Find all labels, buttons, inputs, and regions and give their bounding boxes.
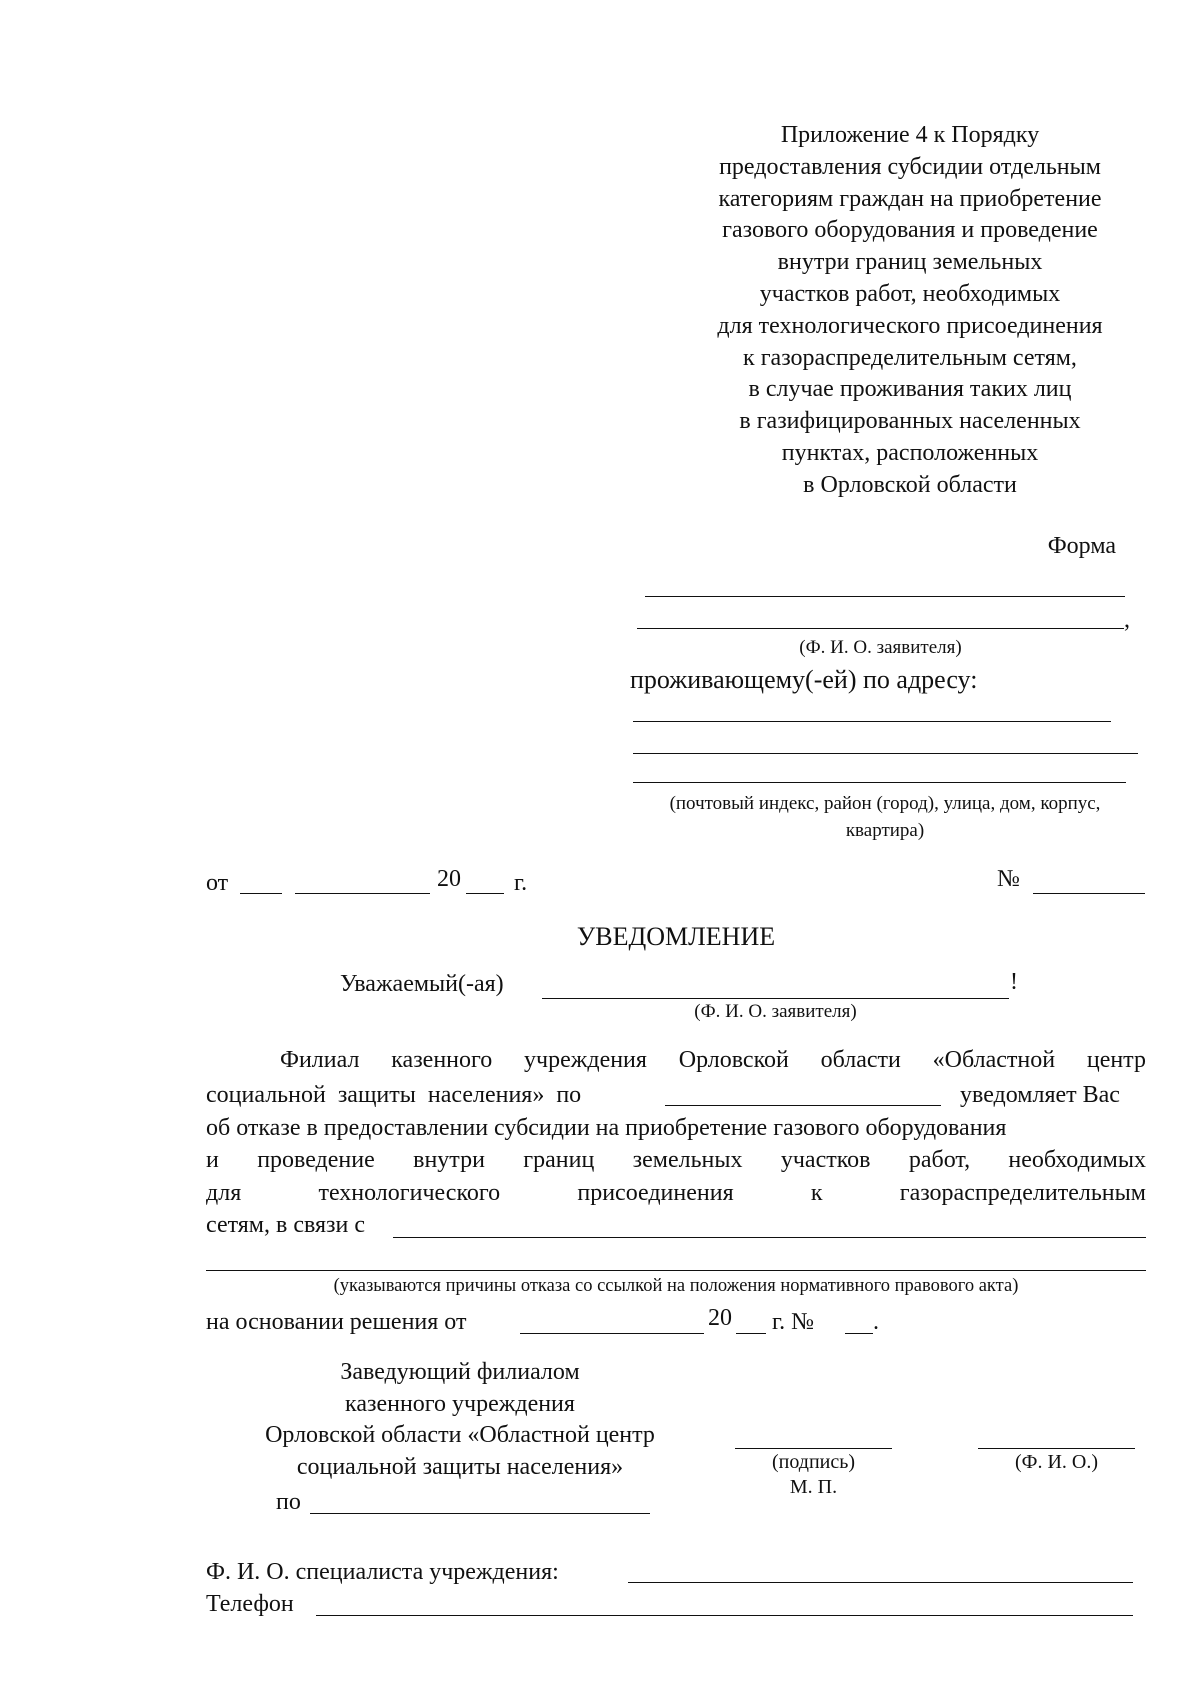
- specialist-label: Ф. И. О. специалиста учреждения:: [206, 1559, 559, 1585]
- word: технологического: [318, 1180, 501, 1206]
- body-line-6-start: сетям, в связи с: [206, 1212, 366, 1238]
- phone-field[interactable]: [316, 1615, 1133, 1616]
- body-line-5: [206, 1178, 1146, 1209]
- year-suffix: г.: [514, 870, 528, 896]
- reason-field-1[interactable]: [393, 1237, 1146, 1238]
- greeting-name-field[interactable]: [542, 998, 1009, 999]
- word: учреждения: [524, 1047, 647, 1073]
- word: и: [206, 1147, 219, 1173]
- basis-start: на основании решения от: [206, 1309, 467, 1335]
- decision-year-field[interactable]: [736, 1333, 766, 1334]
- word: для: [206, 1180, 242, 1206]
- word: внутри: [413, 1147, 485, 1173]
- word: Филиал: [280, 1047, 360, 1073]
- form-label: Форма: [1047, 533, 1116, 559]
- number-sign: №: [997, 866, 1020, 892]
- comma: ,: [1124, 607, 1130, 633]
- body-line-1: [280, 1045, 1146, 1076]
- word: центр: [1086, 1047, 1146, 1073]
- residing-label: проживающему(-ей) по адресу:: [630, 665, 978, 694]
- signatory-position: Заведующий филиалом казенного учреждения Орловской области «Областной центр социальной защиты населения»: [265, 1359, 655, 1480]
- word: участков: [780, 1147, 871, 1173]
- signatory-fio-caption: (Ф. И. О.): [1014, 1451, 1098, 1473]
- word: присоединения: [577, 1180, 734, 1206]
- greeting-exclamation: !: [1010, 969, 1018, 995]
- word: области: [820, 1047, 901, 1073]
- signatory-branch-field[interactable]: [310, 1513, 650, 1514]
- word: проведение: [257, 1147, 375, 1173]
- basis-mid: г. №: [772, 1309, 815, 1335]
- document-title: УВЕДОМЛЕНИЕ: [576, 922, 776, 951]
- stamp-label: М. П.: [789, 1476, 838, 1498]
- word: газораспределительным: [899, 1180, 1146, 1206]
- reason-field-2[interactable]: [206, 1270, 1146, 1271]
- from-label: от: [206, 870, 229, 896]
- applicant-name-line-2[interactable]: [637, 628, 1124, 629]
- word: земельных: [632, 1147, 743, 1173]
- year-prefix: 20: [437, 866, 461, 892]
- address-caption: (почтовый индекс, район (город), улица, дом, корпус, квартира): [669, 793, 1101, 841]
- word: «Областной: [932, 1047, 1056, 1073]
- year-field[interactable]: [466, 893, 504, 894]
- basis-year: 20: [708, 1305, 732, 1331]
- address-line-3[interactable]: [633, 782, 1126, 783]
- decision-number-field[interactable]: [845, 1333, 873, 1334]
- branch-field[interactable]: [665, 1105, 941, 1106]
- signatory-fio-field[interactable]: [978, 1448, 1135, 1449]
- word: необходимых: [1008, 1147, 1146, 1173]
- specialist-name-field[interactable]: [628, 1582, 1133, 1583]
- address-line-2[interactable]: [633, 753, 1138, 754]
- phone-label: Телефон: [206, 1591, 294, 1617]
- signature-caption: (подпись): [771, 1451, 856, 1473]
- number-field[interactable]: [1033, 893, 1145, 894]
- word: казенного: [391, 1047, 493, 1073]
- word: к: [810, 1180, 823, 1206]
- body-line-3: об отказе в предоставлении субсидии на приобретение газового оборудования: [206, 1115, 1007, 1141]
- signatory-po-label: по: [276, 1489, 301, 1515]
- reason-caption: (указываются причины отказа со ссылкой на положения нормативного правового акта): [333, 1276, 1019, 1296]
- body-line-4: [206, 1145, 1146, 1176]
- word: границ: [523, 1147, 595, 1173]
- month-field[interactable]: [295, 893, 430, 894]
- applicant-name-line-1[interactable]: [645, 596, 1125, 597]
- word: Орловской: [678, 1047, 789, 1073]
- signature-field[interactable]: [735, 1448, 892, 1449]
- body-line-2-start: социальной защиты населения» по: [206, 1082, 582, 1108]
- body-line-2-end: уведомляет Вас: [960, 1082, 1120, 1108]
- greeting-label: Уважаемый(-ая): [340, 971, 504, 997]
- address-line-1[interactable]: [633, 721, 1111, 722]
- appendix-caption: Приложение 4 к Порядку предоставления субсидии отдельным категориям граждан на приобретение газового оборудования и проведение внутри границ земельных участков работ, необходимых для технологического присоединения к газораспределительным сетям, в случае проживания таких лиц в газифицированных населенных пунктах, расположенных в Орловской области: [717, 122, 1103, 498]
- basis-end: .: [873, 1309, 879, 1335]
- applicant-fio-caption: (Ф. И. О. заявителя): [799, 637, 962, 658]
- decision-date-field[interactable]: [520, 1333, 704, 1334]
- word: работ,: [908, 1147, 971, 1173]
- greeting-caption: (Ф. И. О. заявителя): [694, 1001, 857, 1022]
- day-field[interactable]: [240, 893, 282, 894]
